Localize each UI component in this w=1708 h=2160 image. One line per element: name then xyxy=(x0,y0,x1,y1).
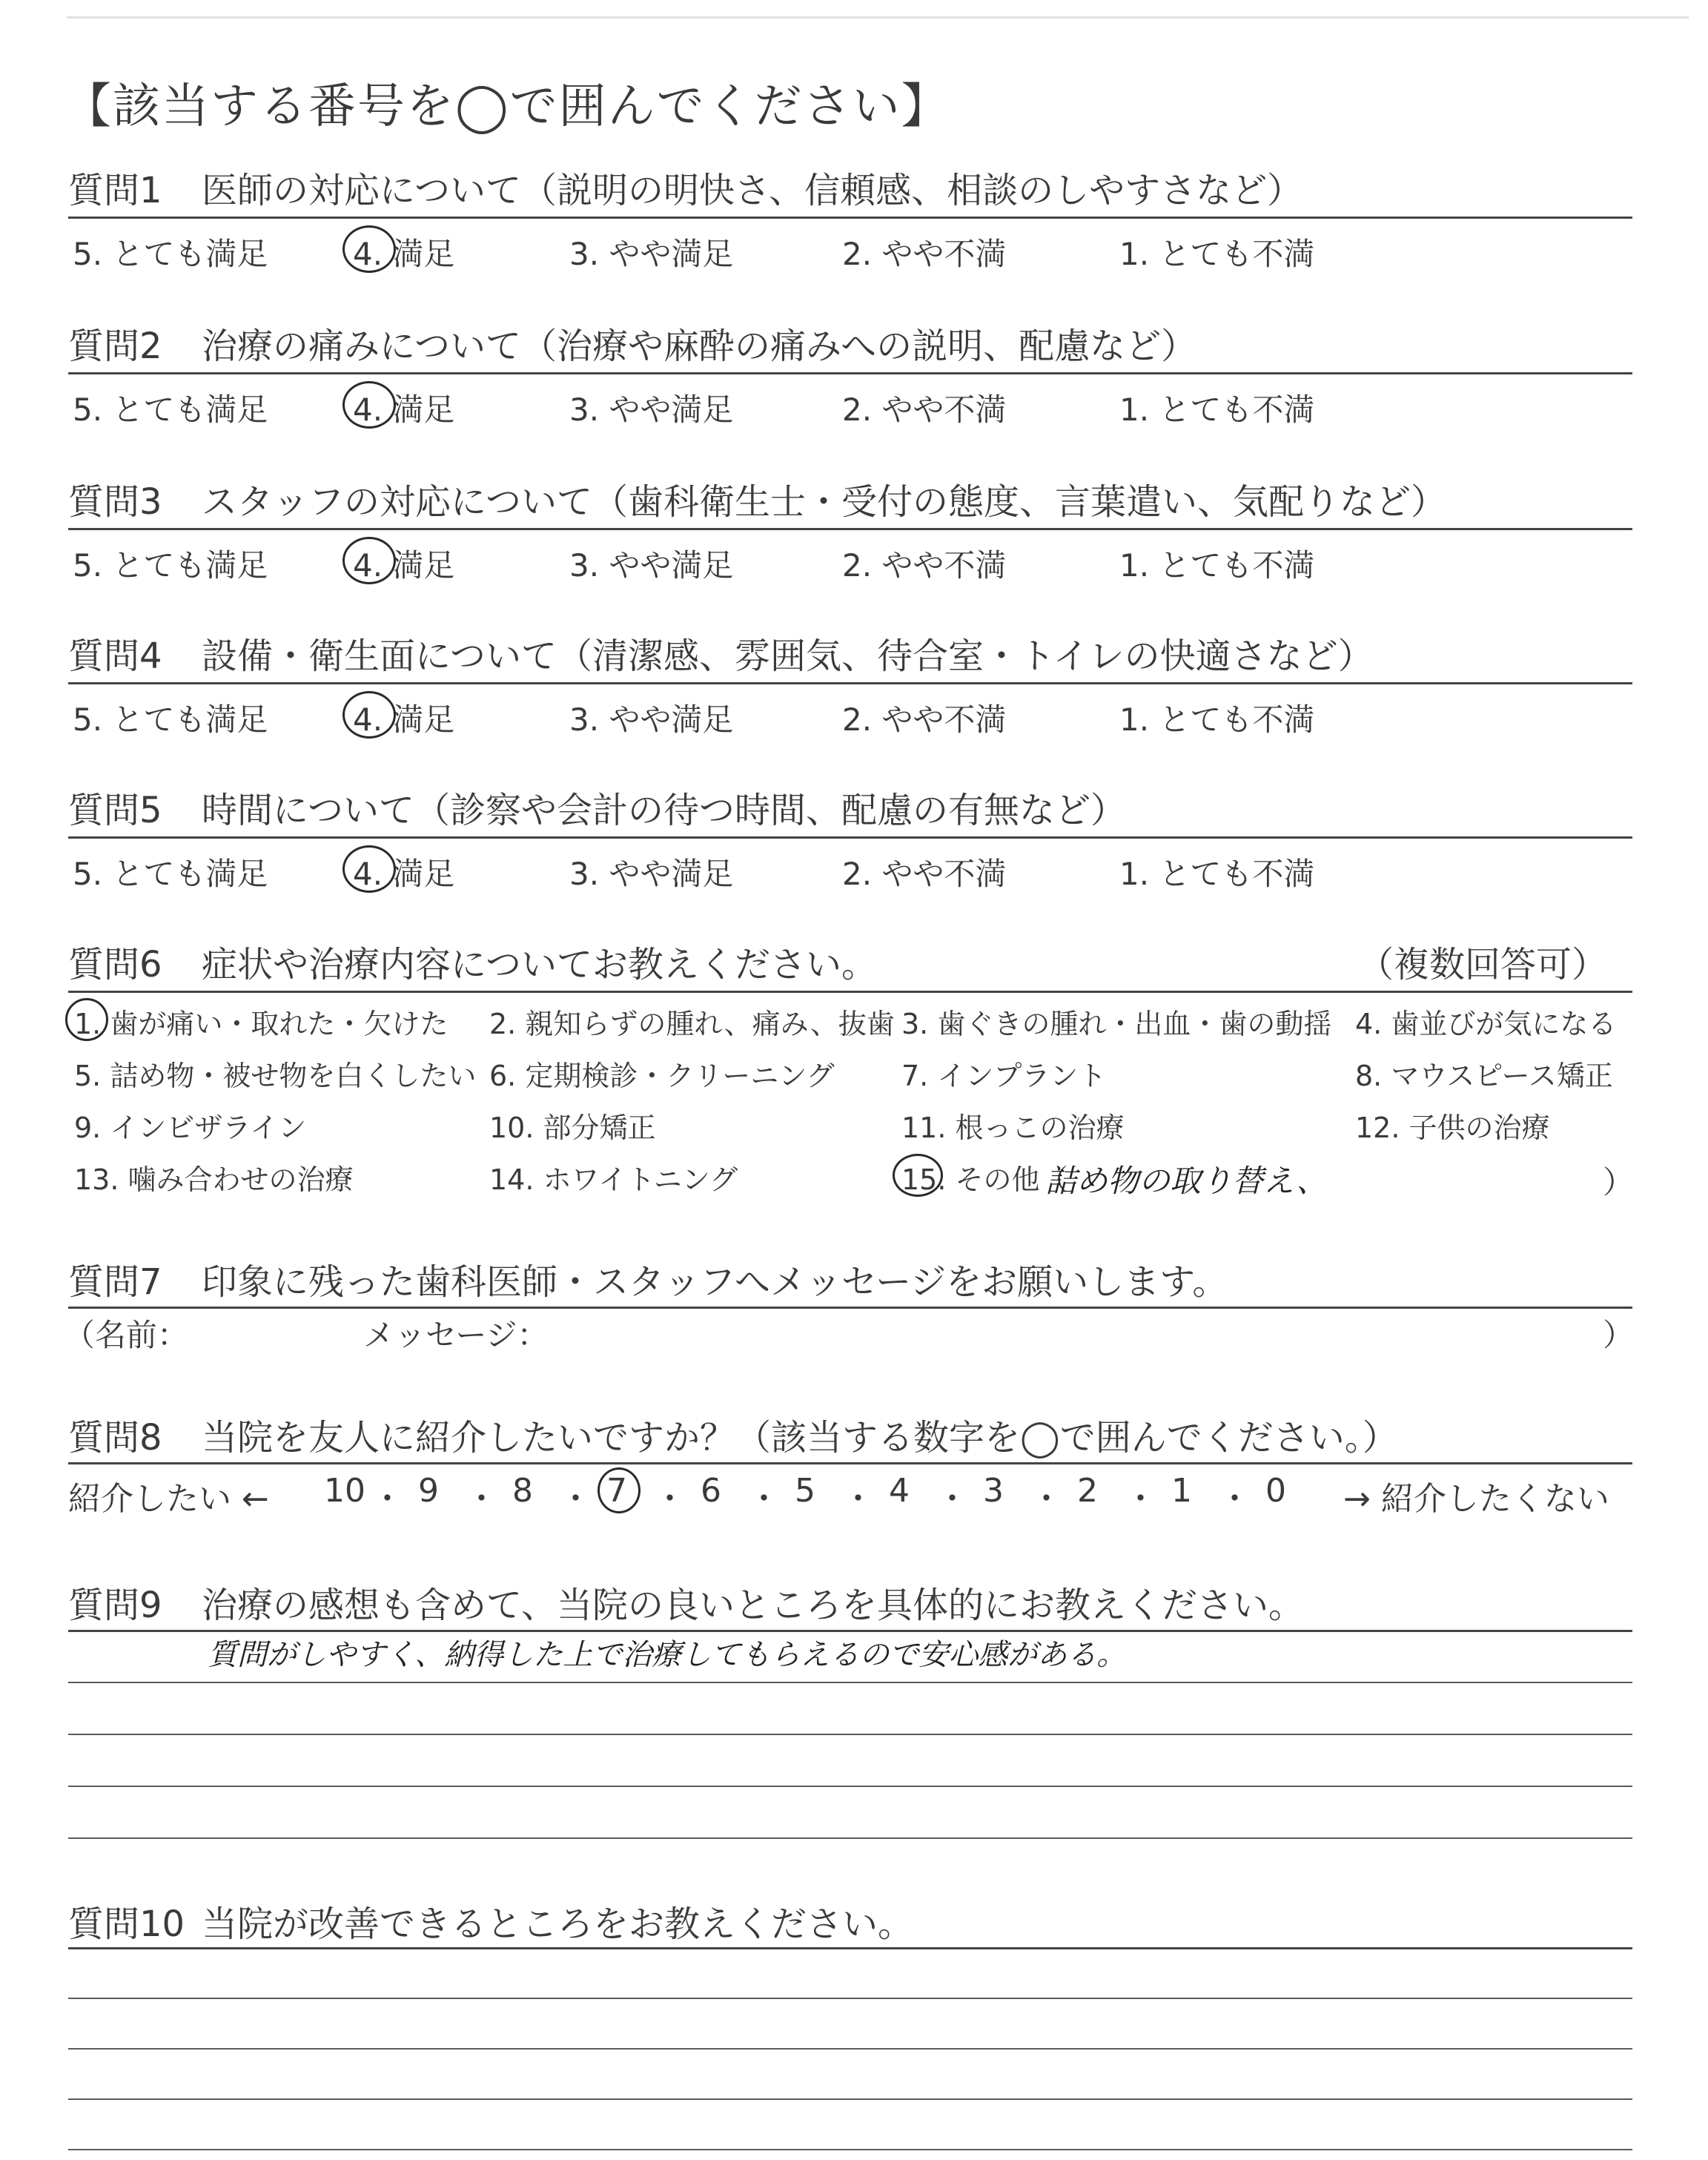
q4-option-2[interactable]: 2. やや不満 xyxy=(842,701,1007,738)
q8-selection-circle xyxy=(598,1467,640,1513)
q5-option-4[interactable]: 4. 満足 xyxy=(353,856,455,892)
q8-right-label: → 紹介したくない xyxy=(1343,1480,1609,1518)
q3-text: スタッフの対応について（歯科衛生士・受付の態度、言葉遣い、気配りなど） xyxy=(202,481,1447,523)
q5-option-1[interactable]: 1. とても不満 xyxy=(1119,856,1315,892)
q6-option-8[interactable]: 8. マウスピース矯正 xyxy=(1355,1060,1613,1092)
q5-number: 質問5 xyxy=(68,790,162,831)
top-border xyxy=(67,16,1689,19)
q5-option-2[interactable]: 2. やや不満 xyxy=(842,856,1007,892)
q7-number: 質問7 xyxy=(68,1261,162,1303)
q6-other-answer: 詰め物の取り替え、 xyxy=(1045,1163,1328,1199)
q2-title xyxy=(68,317,1196,369)
q3-option-2[interactable]: 2. やや不満 xyxy=(842,547,1007,584)
q8-scale-separator: ・ xyxy=(559,1480,592,1518)
q8-scale-separator: ・ xyxy=(1218,1480,1251,1518)
q3-option-3[interactable]: 3. やや満足 xyxy=(569,547,734,584)
q1-option-4[interactable]: 4. 満足 xyxy=(353,236,455,272)
q3-option-4[interactable]: 4. 満足 xyxy=(353,547,455,584)
q8-scale-3[interactable]: 3 xyxy=(983,1472,1004,1510)
q10-rule xyxy=(68,1947,1632,1949)
q6-rule xyxy=(68,991,1632,993)
q8-scale-5[interactable]: 5 xyxy=(795,1472,815,1510)
q8-scale-separator: ・ xyxy=(841,1480,875,1518)
q9-line-2 xyxy=(68,1734,1632,1735)
q6-selection-circle-1 xyxy=(65,998,108,1041)
q4-option-1[interactable]: 1. とても不満 xyxy=(1119,701,1315,738)
q9-text: 治療の感想も含めて、当院の良いところを具体的にお教えください。 xyxy=(202,1585,1305,1626)
q2-selection-circle xyxy=(342,381,396,429)
q6-option-5[interactable]: 5. 詰め物・被せ物を白くしたい xyxy=(74,1060,477,1092)
q1-title xyxy=(68,162,1302,213)
q8-rule xyxy=(68,1462,1632,1464)
q6-option-9[interactable]: 9. インビザライン xyxy=(74,1112,307,1144)
q2-option-3[interactable]: 3. やや満足 xyxy=(569,392,734,428)
q8-scale-0[interactable]: 0 xyxy=(1265,1472,1286,1510)
q4-option-3[interactable]: 3. やや満足 xyxy=(569,701,734,738)
q3-rule xyxy=(68,528,1632,530)
q6-note: （複数回答可） xyxy=(1358,944,1608,985)
q1-option-3[interactable]: 3. やや満足 xyxy=(569,236,734,272)
q8-scale-1[interactable]: 1 xyxy=(1171,1472,1192,1510)
q8-left-label: 紹介したい ← xyxy=(68,1480,269,1518)
q9-line-3 xyxy=(68,1786,1632,1787)
q6-number: 質問6 xyxy=(68,944,162,985)
q6-selection-circle-15 xyxy=(893,1154,943,1197)
q6-option-3[interactable]: 3. 歯ぐきの腫れ・出血・歯の動揺 xyxy=(901,1008,1332,1040)
q6-option-11[interactable]: 11. 根っこの治療 xyxy=(901,1112,1125,1144)
q1-option-2[interactable]: 2. やや不満 xyxy=(842,236,1007,272)
q8-text: 当院を友人に紹介したいですか？（該当する数字を◯で囲んでください。） xyxy=(202,1417,1398,1459)
q6-option-15[interactable]: 15. その他（ xyxy=(901,1163,1068,1196)
q2-option-5[interactable]: 5. とても満足 xyxy=(73,392,268,428)
q5-option-5[interactable]: 5. とても満足 xyxy=(73,856,268,892)
q4-rule xyxy=(68,682,1632,684)
q6-title xyxy=(68,936,1608,987)
q4-option-5[interactable]: 5. とても満足 xyxy=(73,701,268,738)
q9-line-1 xyxy=(68,1682,1632,1683)
q2-number: 質問2 xyxy=(68,326,162,367)
q1-rule xyxy=(68,217,1632,219)
q8-scale-2[interactable]: 2 xyxy=(1077,1472,1098,1510)
q4-number: 質問4 xyxy=(68,635,162,677)
q6-option-10[interactable]: 10. 部分矯正 xyxy=(489,1112,656,1144)
q8-scale-6[interactable]: 6 xyxy=(701,1472,721,1510)
q8-scale-10[interactable]: 10 xyxy=(324,1472,365,1510)
q6-option-13[interactable]: 13. 噛み合わせの治療 xyxy=(74,1163,354,1196)
q2-option-1[interactable]: 1. とても不満 xyxy=(1119,392,1315,428)
q7-title xyxy=(68,1253,1228,1304)
q2-rule xyxy=(68,372,1632,374)
q7-rule xyxy=(68,1307,1632,1309)
q7-name-label: （名前： xyxy=(64,1317,189,1353)
q7-text: 印象に残った歯科医師・スタッフへメッセージをお願いします。 xyxy=(202,1261,1228,1303)
q3-selection-circle xyxy=(342,537,396,584)
q1-option-1[interactable]: 1. とても不満 xyxy=(1119,236,1315,272)
q4-text: 設備・衛生面について（清潔感、雰囲気、待合室・トイレの快適さなど） xyxy=(202,635,1374,677)
q1-selection-circle xyxy=(342,225,396,273)
q4-title xyxy=(68,627,1374,678)
q8-scale-4[interactable]: 4 xyxy=(889,1472,910,1510)
q8-scale-separator: ・ xyxy=(1030,1480,1063,1518)
q7-close-paren: ） xyxy=(1603,1317,1635,1353)
q3-option-5[interactable]: 5. とても満足 xyxy=(73,547,268,584)
q10-number: 質問10 xyxy=(68,1903,185,1945)
q10-title xyxy=(68,1895,913,1946)
q1-number: 質問1 xyxy=(68,170,162,211)
q10-line-3 xyxy=(68,2098,1632,2100)
q10-text: 当院が改善できるところをお教えください。 xyxy=(202,1903,914,1945)
q8-number: 質問8 xyxy=(68,1417,162,1459)
q8-scale-separator: ・ xyxy=(1124,1480,1157,1518)
q3-title xyxy=(68,473,1446,524)
q2-option-2[interactable]: 2. やや不満 xyxy=(842,392,1007,428)
q10-line-2 xyxy=(68,2048,1632,2050)
q8-scale-7[interactable]: 7 xyxy=(606,1472,627,1510)
q6-option-7[interactable]: 7. インプラント xyxy=(901,1060,1107,1092)
q8-scale-8[interactable]: 8 xyxy=(512,1472,533,1510)
q10-line-1 xyxy=(68,1998,1632,1999)
q5-text: 時間について（診察や会計の待つ時間、配慮の有無など） xyxy=(202,790,1127,831)
q9-number: 質問9 xyxy=(68,1585,162,1626)
q5-title xyxy=(68,782,1126,833)
q9-title xyxy=(68,1576,1304,1628)
q8-scale-separator: ・ xyxy=(936,1480,969,1518)
q6-text: 症状や治療内容についてお教えください。 xyxy=(202,944,878,985)
q3-number: 質問3 xyxy=(68,481,162,523)
q10-line-4 xyxy=(68,2149,1632,2150)
q5-selection-circle xyxy=(342,845,396,893)
q3-option-1[interactable]: 1. とても不満 xyxy=(1119,547,1315,584)
q8-scale-separator: ・ xyxy=(465,1480,498,1518)
q6-option-2[interactable]: 2. 親知らずの腫れ、痛み、抜歯 xyxy=(489,1008,895,1040)
q6-option-6[interactable]: 6. 定期検診・クリーニング xyxy=(489,1060,835,1092)
q6-close-paren: ） xyxy=(1603,1164,1635,1200)
q5-rule xyxy=(68,836,1632,839)
q2-option-4[interactable]: 4. 満足 xyxy=(353,392,455,428)
q8-title xyxy=(68,1409,1398,1460)
q8-scale-separator: ・ xyxy=(371,1480,404,1518)
q6-option-12[interactable]: 12. 子供の治療 xyxy=(1355,1112,1550,1144)
q8-scale-separator: ・ xyxy=(653,1480,686,1518)
q9-answer: 質問がしやすく、納得した上で治療してもらえるので安心感がある。 xyxy=(208,1638,1127,1672)
q8-scale-separator: ・ xyxy=(747,1480,781,1518)
q6-option-14[interactable]: 14. ホワイトニング xyxy=(489,1163,738,1196)
q1-text: 医師の対応について（説明の明快さ、信頼感、相談のしやすさなど） xyxy=(202,170,1303,211)
q2-text: 治療の痛みについて（治療や麻酔の痛みへの説明、配慮など） xyxy=(202,326,1197,367)
q4-option-4[interactable]: 4. 満足 xyxy=(353,701,455,738)
q7-message-label: メッセージ： xyxy=(363,1317,549,1353)
q6-option-1[interactable]: 1. 歯が痛い・取れた・欠けた xyxy=(74,1008,448,1040)
page-header: 【該当する番号を◯で囲んでください】 xyxy=(64,79,950,134)
q1-option-5[interactable]: 5. とても満足 xyxy=(73,236,268,272)
q6-option-4[interactable]: 4. 歯並びが気になる xyxy=(1355,1008,1617,1040)
q9-line-4 xyxy=(68,1837,1632,1839)
q5-option-3[interactable]: 3. やや満足 xyxy=(569,856,734,892)
q8-scale-9[interactable]: 9 xyxy=(418,1472,439,1510)
q4-selection-circle xyxy=(342,691,396,739)
